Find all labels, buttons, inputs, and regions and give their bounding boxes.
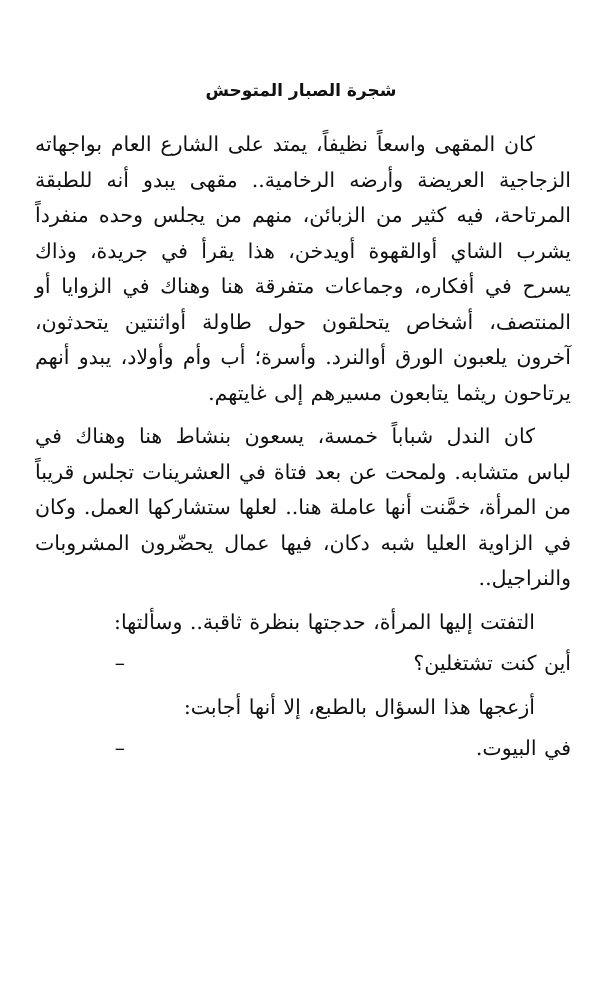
story-body: [35, 127, 571, 767]
paragraph-cafe-description: كان المقهى واسعاً نظيفاً، يمتد على الشارع العام بواجهاته الزجاجية العريضة وأرضه الرخامية.. مقهى يبدو أنه للطبقة المرتاحة، فيه كثير من الزبائن، منهم من يجلس وحده منفرداً يشرب الشاي أوالقهوة أويدخن، هذا يقرأ في جريدة، وذاك يسرح في أفكاره، وجماعات متفرقة هنا وهناك في الزوايا أو المنتصف، أشخاص يتحلقون حول طاولة أواثنتين يتحدثون، آخرون يلعبون الورق أوالنرد. وأسرة؛ أب وأم وأولاد، يبدو أنهم يرتاحون ريثما يتابعون مسيرهم إلى غايتهم.: [35, 132, 571, 405]
paragraph-narration: أزعجها هذا السؤال بالطبع، إلا أنها أجابت:: [183, 694, 535, 719]
dialogue-text: في البيوت.: [475, 736, 571, 760]
dialogue-line-answer: [35, 731, 571, 767]
chapter-title: شجرة الصبار المتوحش: [205, 81, 397, 101]
dialogue-dash: –: [114, 651, 125, 675]
dialogue-line-question: [35, 646, 571, 682]
dialogue-dash: –: [114, 736, 125, 760]
paragraph-woman-asks: التفتت إليها المرأة، حدجتها بنظرة ثاقبة.. وسألتها:: [114, 609, 535, 634]
paragraph-waiters: كان الندل شباباً خمسة، يسعون بنشاط هنا وهناك في لباس متشابه. ولمحت عن بعد فتاة في العشرينات تجلس قريباً من المرأة، خمَّنت أنها عاملة هنا.. لعلها ستشاركها العمل. وكان في الزاوية العليا شبه دكان، فيها عمال يحضّرون المشروبات والنراجيل..: [35, 424, 571, 590]
dialogue-text: أين كنت تشتغلين؟: [413, 651, 571, 675]
